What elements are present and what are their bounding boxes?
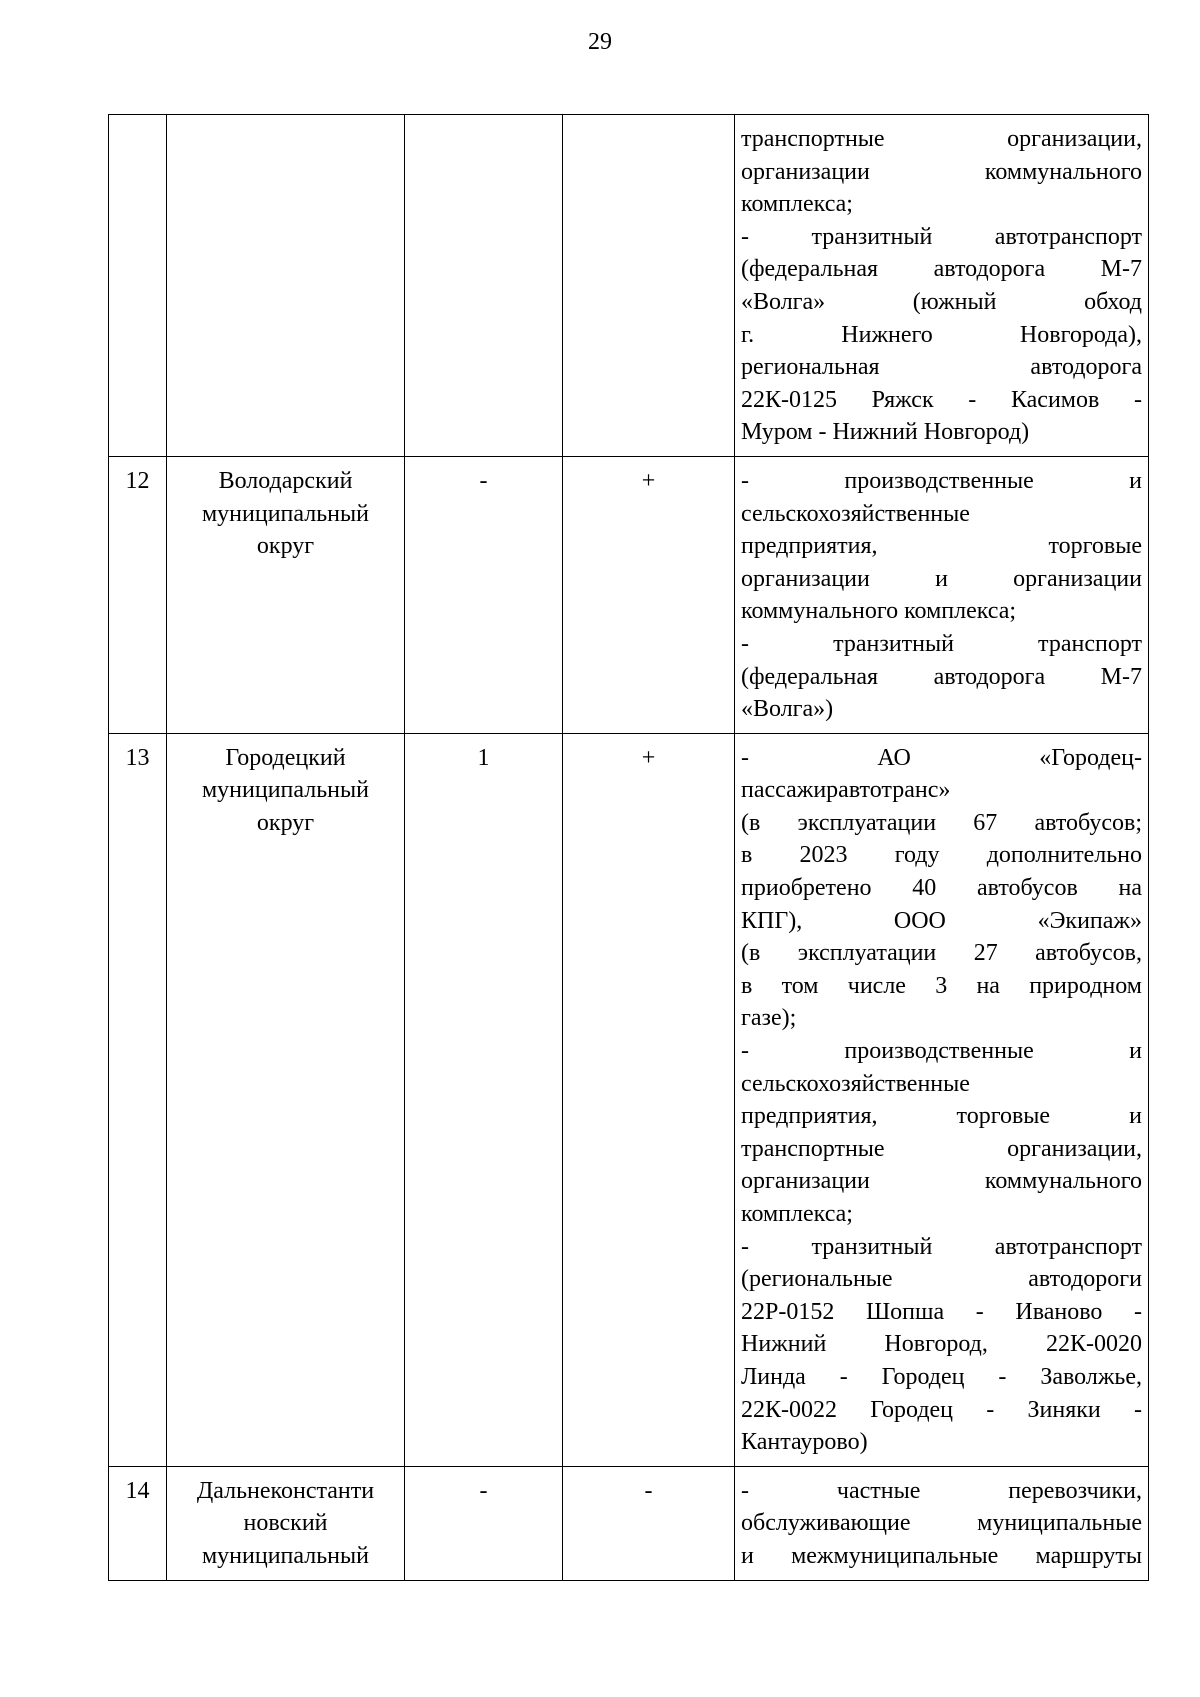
description-line: (в эксплуатации 27 автобусов, [741,940,1142,967]
description-line: 22К-0022 Городец - Зиняки - [741,1396,1142,1423]
column-b-cell: + [563,456,735,733]
description-line: пассажиравтотранс» [741,777,951,804]
description-line: Муром - Нижний Новгород) [741,419,1030,446]
description-line: - транзитный автотранспорт [741,223,1142,250]
description-line: организации коммунального [741,158,1142,185]
description-line: региональная автодорога [741,354,1142,381]
row-number-cell [109,115,167,457]
description-line: Нижний Новгород, 22К-0020 [741,1331,1142,1358]
description-line: предприятия, торговые [741,533,1142,560]
description-line: (федеральная автодорога М-7 [741,256,1142,283]
municipal-transport-table [108,114,1149,1581]
column-b-cell: - [563,1466,735,1580]
municipality-name-cell [167,115,405,457]
description-line: - АО «Городец- [741,744,1142,771]
description-line: коммунального комплекса; [741,598,1017,625]
municipality-name-cell [167,456,405,733]
description-cell [735,115,1149,457]
description-line: газе); [741,1005,797,1032]
municipality-name-cell [167,733,405,1466]
table-row [109,733,1149,1466]
description-line: (региональные автодороги [741,1266,1142,1293]
description-line: транспортные организации, [741,1135,1142,1162]
description-line: организации коммунального [741,1168,1142,1195]
row-number-cell: 12 [109,456,167,733]
description-line: комплекса; [741,191,853,218]
column-b-cell: + [563,733,735,1466]
municipality-name-line: новский [243,1510,328,1537]
description-line: сельскохозяйственные [741,500,970,527]
description-line: предприятия, торговые и [741,1103,1142,1130]
municipality-name-line: Дальнеконстанти [196,1477,375,1504]
municipality-name-line: Володарский [218,467,353,494]
description-line: - производственные и [741,467,1142,494]
row-number-cell: 13 [109,733,167,1466]
description-line: «Волга») [741,696,834,723]
description-line: сельскохозяйственные [741,1070,970,1097]
description-line: «Волга» (южный обход [741,288,1142,315]
description-line: комплекса; [741,1201,853,1227]
column-a-cell: - [405,1466,563,1580]
column-a-cell: 1 [405,733,563,1466]
municipality-name-line: муниципальный [201,777,369,804]
description-line: Кантаурово) [741,1429,868,1456]
description-line: - транзитный транспорт [741,630,1142,657]
municipality-name-line: округ [256,809,315,836]
description-line: и межмуниципальные маршруты [741,1542,1142,1569]
description-cell [735,1466,1149,1580]
municipality-name-line: Городецкий [225,744,346,771]
municipality-name-cell [167,1466,405,1580]
description-line: 22Р-0152 Шопша - Иваново - [741,1298,1142,1325]
description-line: г. Нижнего Новгорода), [741,321,1142,348]
description-line: транспортные организации, [741,126,1142,152]
row-number-cell: 14 [109,1466,167,1580]
description-line: организации и организации [741,565,1142,592]
description-line: - частные перевозчики, [741,1477,1142,1504]
page-number: 29 [588,29,612,55]
table-body [109,115,1149,1581]
column-a-cell: - [405,456,563,733]
municipality-name-line: муниципальный [201,500,369,527]
column-b-cell [563,115,735,457]
description-line: Линда - Городец - Заволжье, [741,1363,1142,1390]
table-row [109,115,1149,457]
description-line: - производственные и [741,1038,1142,1065]
description-line: - транзитный автотранспорт [741,1233,1142,1260]
description-line: в 2023 году дополнительно [741,842,1142,869]
description-line: обслуживающие муниципальные [741,1510,1142,1537]
description-line: (федеральная автодорога М-7 [741,663,1142,690]
table-row [109,456,1149,733]
description-cell [735,456,1149,733]
table-row [109,1466,1149,1580]
description-line: в том числе 3 на природном [741,972,1142,999]
municipality-name-line: округ [256,533,315,560]
description-line: КПГ), ООО «Экипаж» [741,907,1142,934]
description-line: приобретено 40 автобусов на [741,875,1142,902]
description-line: (в эксплуатации 67 автобусов; [741,809,1142,836]
municipality-name-line: муниципальный [201,1542,369,1569]
column-a-cell [405,115,563,457]
description-line: 22К-0125 Ряжск - Касимов - [741,386,1142,413]
description-cell [735,733,1149,1466]
